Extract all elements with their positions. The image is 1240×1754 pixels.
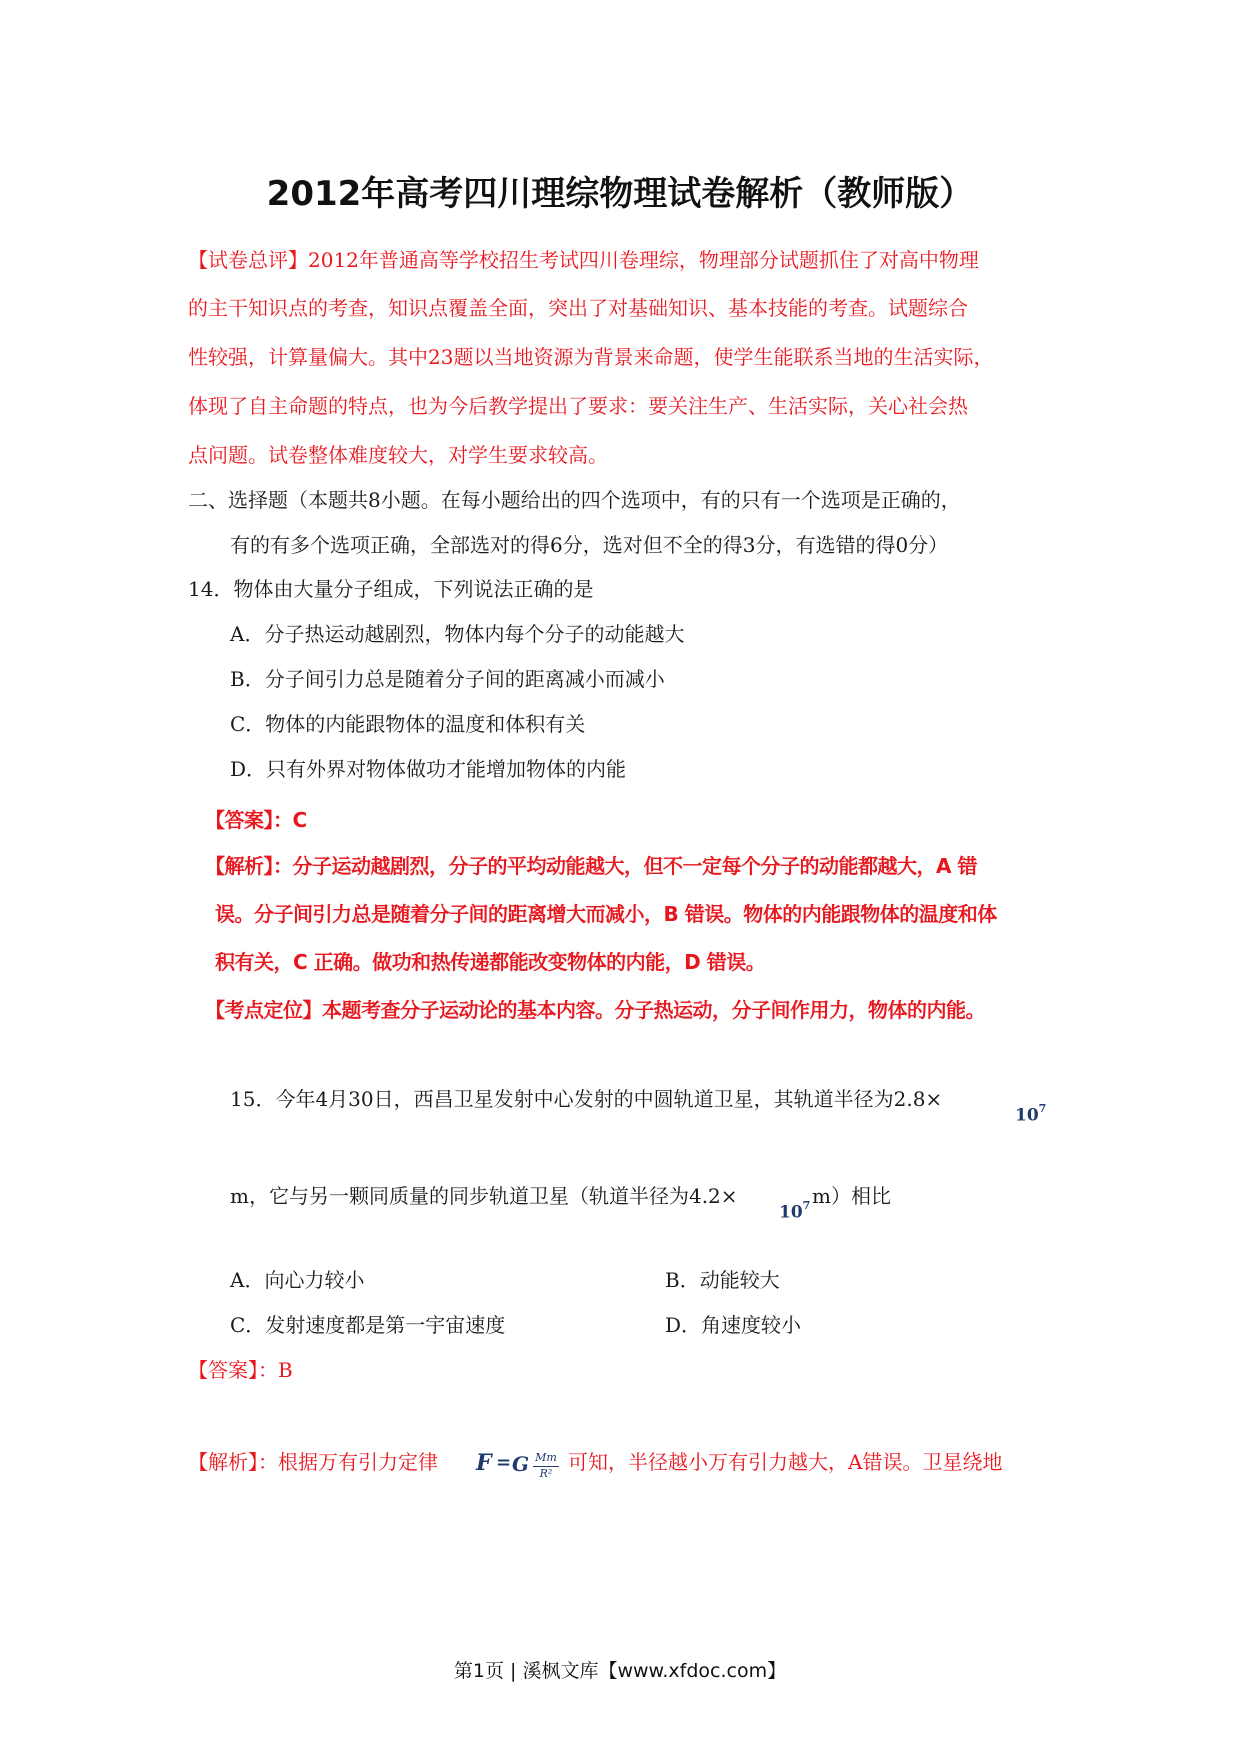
q15-option-b: B．动能较大 xyxy=(665,1268,780,1292)
summary-line-1: 【试卷总评】2012年普通高等学校招生考试四川卷理综，物理部分试题抓住了对高中物理 xyxy=(188,248,979,272)
q15-power-2-base: 10 xyxy=(779,1202,803,1223)
q15-answer: 【答案】：B xyxy=(188,1358,293,1382)
formula-lhs: F xyxy=(476,1450,492,1476)
q14-option-d: D．只有外界对物体做功才能增加物体的内能 xyxy=(230,757,627,781)
q14-answer: 【答案】：C xyxy=(205,808,307,832)
q15-power-1 xyxy=(1015,1104,1046,1126)
q15-stem-line-1: 15．今年4月30日，西昌卫星发射中心发射的中圆轨道卫星，其轨道半径为2.8× xyxy=(230,1087,943,1111)
q14-point: 【考点定位】本题考查分子运动论的基本内容。分子热运动，分子间作用力，物体的内能。 xyxy=(205,998,985,1022)
q14-option-b: B．分子间引力总是随着分子间的距离减小而减小 xyxy=(230,667,665,691)
formula-denominator: R² xyxy=(539,1467,553,1480)
page-footer: 第1页 | 溪枫文库【www.xfdoc.com】 xyxy=(453,1660,787,1682)
q15-power-1-base: 10 xyxy=(1015,1105,1039,1126)
summary-line-4: 体现了自主命题的特点，也为今后教学提出了要求：要关注生产、生活实际，关心社会热 xyxy=(188,394,968,418)
q15-option-a: A．向心力较小 xyxy=(230,1268,365,1292)
q15-option-d: D．角速度较小 xyxy=(665,1313,802,1337)
q15-option-c: C．发射速度都是第一宇宙速度 xyxy=(230,1313,506,1337)
q15-stem-line-2a: m，它与另一颗同质量的同步轨道卫星（轨道半径为4.2× xyxy=(230,1184,738,1208)
q15-analysis-a: 【解析】：根据万有引力定律 xyxy=(188,1450,438,1474)
q14-analysis-line-3: 积有关，C 正确。做功和热传递都能改变物体的内能，D 错误。 xyxy=(215,950,766,974)
page-title: 2012年高考四川理综物理试卷解析（教师版） xyxy=(266,174,974,214)
summary-line-2: 的主干知识点的考查，知识点覆盖全面，突出了对基础知识、基本技能的考查。试题综合 xyxy=(188,296,968,320)
section-header-line-2: 有的有多个选项正确，全部选对的得6分，选对但不全的得3分，有选错的得0分） xyxy=(230,533,949,557)
formula-g: G xyxy=(512,1452,530,1476)
formula-eq: = xyxy=(496,1452,512,1473)
summary-line-5: 点问题。试卷整体难度较大，对学生要求较高。 xyxy=(188,443,608,467)
section-header-line-1: 二、选择题（本题共8小题。在每小题给出的四个选项中，有的只有一个选项是正确的， xyxy=(188,488,961,512)
q15-power-1-exp: 7 xyxy=(1038,1102,1047,1115)
q15-stem-line-2b: m）相比 xyxy=(812,1184,891,1208)
q15-analysis-b: 可知，半径越小万有引力越大，A错误。卫星绕地 xyxy=(568,1450,1003,1474)
q14-analysis-line-1: 【解析】：分子运动越剧烈，分子的平均动能越大，但不一定每个分子的动能都越大，A 错 xyxy=(205,854,977,878)
summary-line-3: 性较强，计算量偏大。其中23题以当地资源为背景来命题，使学生能联系当地的生活实际， xyxy=(188,345,994,369)
q14-stem: 14．物体由大量分子组成，下列说法正确的是 xyxy=(188,577,594,601)
q14-option-a: A．分子热运动越剧烈，物体内每个分子的动能越大 xyxy=(230,622,685,646)
q14-option-c: C．物体的内能跟物体的温度和体积有关 xyxy=(230,712,586,736)
q15-power-2 xyxy=(779,1201,810,1223)
q15-power-2-exp: 7 xyxy=(802,1199,811,1212)
formula-numerator: Mm xyxy=(535,1451,557,1464)
q14-analysis-line-2: 误。分子间引力总是随着分子间的距离增大而减小，B 错误。物体的内能跟物体的温度和体 xyxy=(215,902,997,926)
